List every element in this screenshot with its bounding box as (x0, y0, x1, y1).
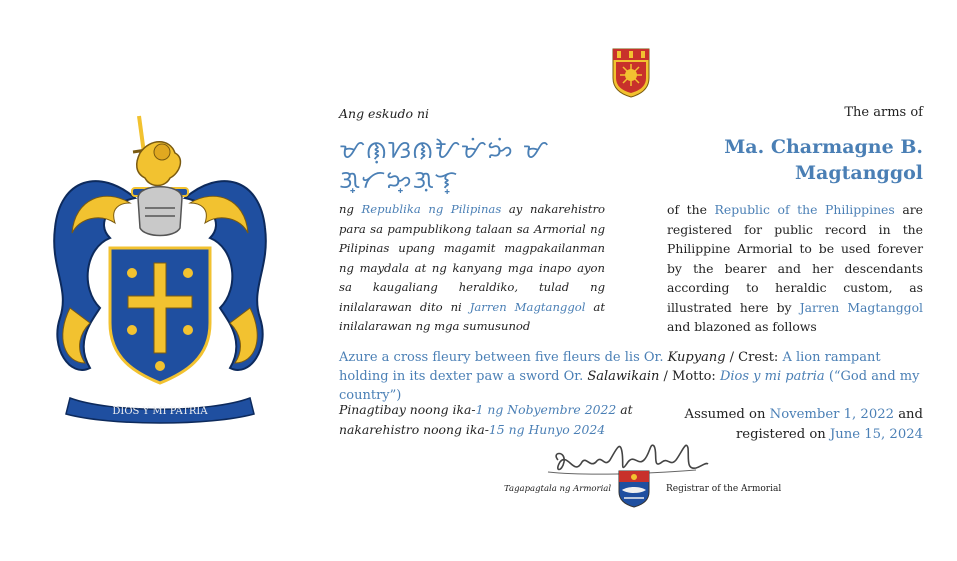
republic-link[interactable]: Republic of the Philippines (714, 202, 895, 217)
bearer-name: Ma. Charmagne B. Magtanggol (724, 136, 923, 184)
registered-date: 15 ng Hunyo 2024 (488, 422, 606, 437)
blazon-motto: Dios y mi patria (719, 369, 825, 384)
republic-link[interactable]: Republika ng Pilipinas (361, 202, 502, 216)
english-paragraph: of the Republic of the Philippines are registered for public record in the Philippine Armorial to be used forever by the bearer and her descendants according to heraldic custom, as illustrated here by Jarren Magtanggol and blazoned as follows (667, 202, 924, 334)
assumed-date: 1 ng Nobyembre 2022 (475, 402, 617, 417)
coat-of-arms (40, 108, 280, 426)
blazon-crest: A lion rampant holding in its dexter paw a sword Or. (339, 350, 881, 384)
registered-date: June 15, 2024 (830, 427, 923, 442)
artist-link[interactable]: Jarren Magtanggol (799, 299, 924, 315)
filipino-paragraph: ng Republika ng Pilipinas ay nakarehistro para sa pampublikong talaan sa Armorial ng Pilipinas upang magamit magpakailanman ng maydala at ng kanyang mga inapo ayon sa kaugaliang heraldiko, tulad ng inilalarawan dito ni Jarren Magtanggol at inilalarawan ng mga sumusunod (339, 202, 606, 333)
motto-scroll-text: DIOS Y MI PATRIA (112, 406, 208, 417)
philippine-seal-icon (612, 48, 650, 98)
registrar-seal-icon (618, 470, 650, 508)
filipino-dates: Pinagtibay noong ika-1 ng Nobyembre 2022 at nakarehistro noong ika-15 ng Hunyo 2024 (339, 402, 633, 437)
registrar-title-english: Registrar of the Armorial (666, 484, 782, 494)
blazon-arms: Azure a cross fleury between five fleurs de lis Or. (339, 350, 664, 365)
baybayin-name: ᜋᜈᜓᜐᜈᜀᜋᜒᜅᜒ ᜋᜄ᜔ᜆᜅ᜔ᜄᜓᜎ᜔ (339, 135, 550, 194)
english-dates: Assumed on November 1, 2022 and registered on June 15, 2024 (684, 407, 923, 442)
blazon: Azure a cross fleury between five fleurs de lis Or. Kupyang / Crest: A lion rampant holding in its dexter paw a sword Or. Salawikain / Motto: Dios y mi patria (“God and my country”) (339, 350, 920, 403)
filipino-heading: Ang eskudo ni (339, 106, 430, 121)
english-heading: The arms of (844, 105, 923, 120)
assumed-date: November 1, 2022 (769, 407, 894, 422)
registrar-title-filipino: Tagapagtala ng Armorial (504, 484, 612, 494)
artist-link[interactable]: Jarren Magtanggol (469, 299, 586, 314)
